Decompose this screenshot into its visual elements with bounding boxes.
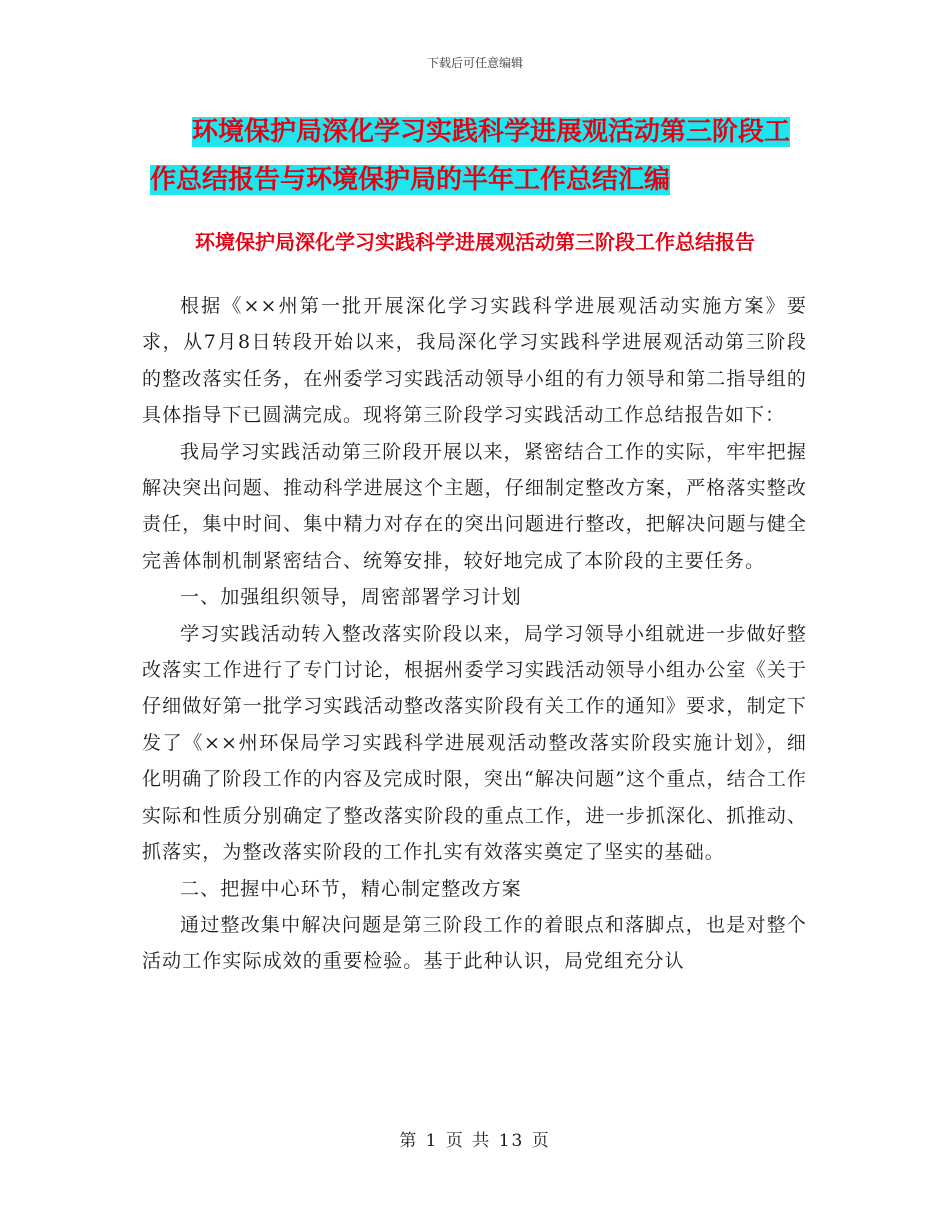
section-title: 环境保护局深化学习实践科学进展观活动第三阶段工作总结报告 — [195, 230, 755, 254]
title-line-2: 作总结报告与环境保护局的半年工作总结汇编 — [150, 165, 671, 195]
paragraph: 根据《××州第一批开展深化学习实践科学进展观活动实施方案》要求，从7月8日转段开始以来，我局深化学习实践科学进展观活动第三阶段的整改落实任务，在州委学习实践活动领导小组的有力领导和第二指导组的具体指导下已圆满完成。现将第三阶段学习实践活动工作总结报告如下： — [142, 295, 807, 427]
title-line-1: 环境保护局深化学习实践科学进展观活动第三阶段工 — [192, 117, 791, 147]
paragraph: 我局学习实践活动第三阶段开展以来，紧密结合工作的实际，牢牢把握解决突出问题、推动科学进展这个主题，仔细制定整改方案，严格落实整改责任，集中时间、集中精力对存在的突出问题进行整改，把解决问题与健全完善体制机制紧密结合、统筹安排，较好地完成了本阶段的主要任务。 — [142, 440, 807, 572]
page-footer: 第 1 页 共 13 页 — [399, 1131, 551, 1151]
body-text — [142, 288, 807, 980]
paragraph: 通过整改集中解决问题是第三阶段工作的着眼点和落脚点，也是对整个活动工作实际成效的重要检验。基于此种认识，局党组充分认 — [142, 913, 807, 973]
heading-1: 一、加强组织领导，周密部署学习计划 — [180, 586, 522, 609]
header-note: 下载后可任意编辑 — [426, 56, 523, 70]
heading-2: 二、把握中心环节，精心制定整改方案 — [180, 877, 522, 900]
document-title — [150, 108, 810, 204]
paragraph: 学习实践活动转入整改落实阶段以来，局学习领导小组就进一步做好整改落实工作进行了专门讨论，根据州委学习实践活动领导小组办公室《关于仔细做好第一批学习实践活动整改落实阶段有关工作的通知》要求，制定下发了《××州环保局学习实践科学进展观活动整改落实阶段实施计划》，细化明确了阶段工作的内容及完成时限，突出“解决问题”这个重点，结合工作实际和性质分别确定了整改落实阶段的重点工作，进一步抓深化、抓推动、抓落实，为整改落实阶段的工作扎实有效落实奠定了坚实的基础。 — [142, 622, 807, 864]
